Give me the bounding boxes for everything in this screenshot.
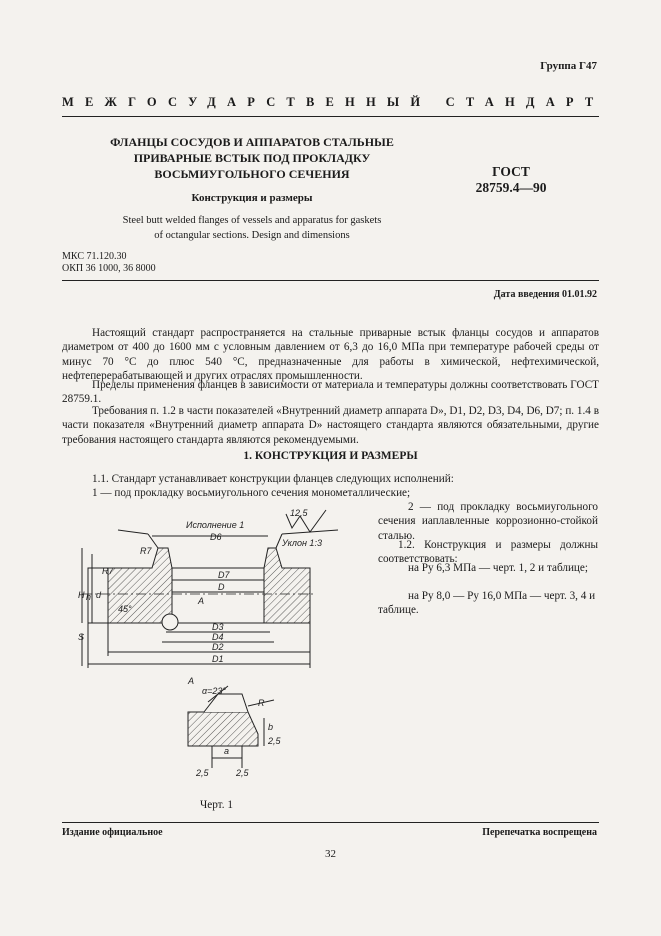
- version-label: Исполнение 1: [186, 520, 245, 530]
- codes-rule: [62, 280, 599, 281]
- classification-codes: [62, 251, 156, 275]
- radius-r7-side: R7: [102, 566, 114, 576]
- gost-label: ГОСТ: [492, 164, 530, 179]
- page-number: 32: [325, 848, 336, 860]
- radius-r7-top: R7: [140, 546, 152, 556]
- english-title-line-2: of octangular sections. Design and dimensions: [154, 230, 350, 241]
- title-line-3: ВОСЬМИУГОЛЬНОГО СЕЧЕНИЯ: [154, 167, 350, 181]
- standard-banner: МЕЖГОСУДАРСТВЕННЫЙ СТАНДАРТ: [62, 95, 605, 109]
- detail-a-dim: a: [224, 746, 230, 756]
- dim-h-lower: h: [86, 592, 92, 602]
- dim-d7: D7: [218, 570, 230, 580]
- edition-note: Издание официальное: [62, 827, 163, 838]
- document-subtitle: Конструкция и размеры: [191, 192, 313, 204]
- reprint-note: Перепечатка воспрещена: [482, 827, 597, 838]
- footer-rule: [62, 822, 599, 823]
- detail-radius: R: [258, 698, 265, 708]
- flange-drawing: [78, 506, 378, 798]
- paragraph-requirements-text: Требования п. 1.2 в части показателей «Внутренний диаметр аппарата D», D1, D2, D3, D4, D6, D7; п. 1.4 в части показателя «Внутренний диаметр аппарата D» настоящего стандарта являются обязательными, другие требования настоящего стандарта являются рекомендуемыми.: [62, 405, 599, 446]
- detail-a-section: [188, 712, 258, 746]
- dim-d6: D6: [210, 532, 222, 542]
- group-code: Группа Г47: [540, 60, 597, 72]
- header-rule: [62, 116, 599, 117]
- paragraph-scope: [62, 326, 599, 384]
- pressure-line-2: на Рy 8,0 — Рy 16,0 МПа — черт. 3, 4 и таблице.: [378, 590, 596, 617]
- okp-code: ОКП 36 1000, 36 8000: [62, 263, 156, 274]
- dim-d3: D3: [212, 622, 224, 632]
- slope-label: Уклон 1:3: [282, 538, 322, 548]
- dim-d4: D4: [212, 632, 224, 642]
- gost-designation: [446, 164, 576, 196]
- version-1-text: 1 — под прокладку восьмиугольного сечения монометаллические;: [92, 487, 411, 499]
- detail-b-dim: b: [268, 722, 274, 732]
- mks-code: МКС 71.120.30: [62, 251, 127, 262]
- version-2-text: 2 — под прокладку восьмиугольного сечения иаплавленные коррозионно-стойкой сталью.: [378, 501, 598, 542]
- gost-number: 28759.4—90: [475, 180, 547, 195]
- clause-1-1: 1.1. Стандарт устанавливает конструкции фланцев следующих исполнений:: [92, 473, 454, 485]
- dim-d2: D2: [212, 642, 224, 652]
- dim-h-upper: H: [78, 590, 85, 600]
- detail-a-label: A: [188, 676, 195, 686]
- english-title-line-1: Steel butt welded flanges of vessels and apparatus for gaskets: [122, 215, 382, 226]
- detail-alpha: α=23°: [202, 686, 226, 696]
- english-title: [62, 213, 442, 243]
- dim-d-hole: d: [96, 590, 102, 600]
- paragraph-scope-text: Настоящий стандарт распространяется на стальные приварные встык фланцы сосудов и аппаратов диаметром от 400 до 1600 мм с условным давлением от 6,3 до 16,0 МПа при температуре рабочей среды от минус 70 °С до плюс 540 °С, предназначенные для работы в химической, нефтехимической, нефтеперерабатывающей и других отраслях промышленности.: [62, 327, 599, 383]
- detail-roughness-2: 2,5: [236, 768, 249, 778]
- section-heading: 1. КОНСТРУКЦИЯ И РАЗМЕРЫ: [243, 450, 418, 462]
- section-a-mark: A: [198, 596, 205, 606]
- flange-section-right: [264, 548, 310, 623]
- detail-roughness-3: 2,5: [268, 736, 281, 746]
- pressure-line-1: на Рy 6,3 МПа — черт. 1, 2 и таблице;: [408, 562, 588, 574]
- introduction-date: Дата введения 01.01.92: [493, 289, 597, 300]
- dim-d: D: [218, 582, 225, 592]
- angle-45: 45°: [118, 604, 132, 614]
- detail-roughness-1: 2,5: [196, 768, 209, 778]
- paragraph-requirements: [62, 404, 599, 447]
- dim-s: S: [78, 632, 85, 642]
- document-title: [62, 134, 442, 182]
- paragraph-limits: [62, 378, 599, 407]
- dim-d1: D1: [212, 654, 224, 664]
- roughness-value: 12,5: [290, 508, 308, 518]
- title-line-1: ФЛАНЦЫ СОСУДОВ И АППАРАТОВ СТАЛЬНЫЕ: [110, 135, 394, 149]
- drawing-caption: Черт. 1: [200, 799, 233, 811]
- clause-1-2: 1.2. Конструкция и размеры должны соответствовать:: [378, 539, 598, 566]
- paragraph-limits-text: Пределы применения фланцев в зависимости от материала и температуры должны соответствовать ГОСТ 28759.1.: [62, 379, 599, 406]
- title-line-2: ПРИВАРНЫЕ ВСТЫК ПОД ПРОКЛАДКУ: [133, 151, 371, 165]
